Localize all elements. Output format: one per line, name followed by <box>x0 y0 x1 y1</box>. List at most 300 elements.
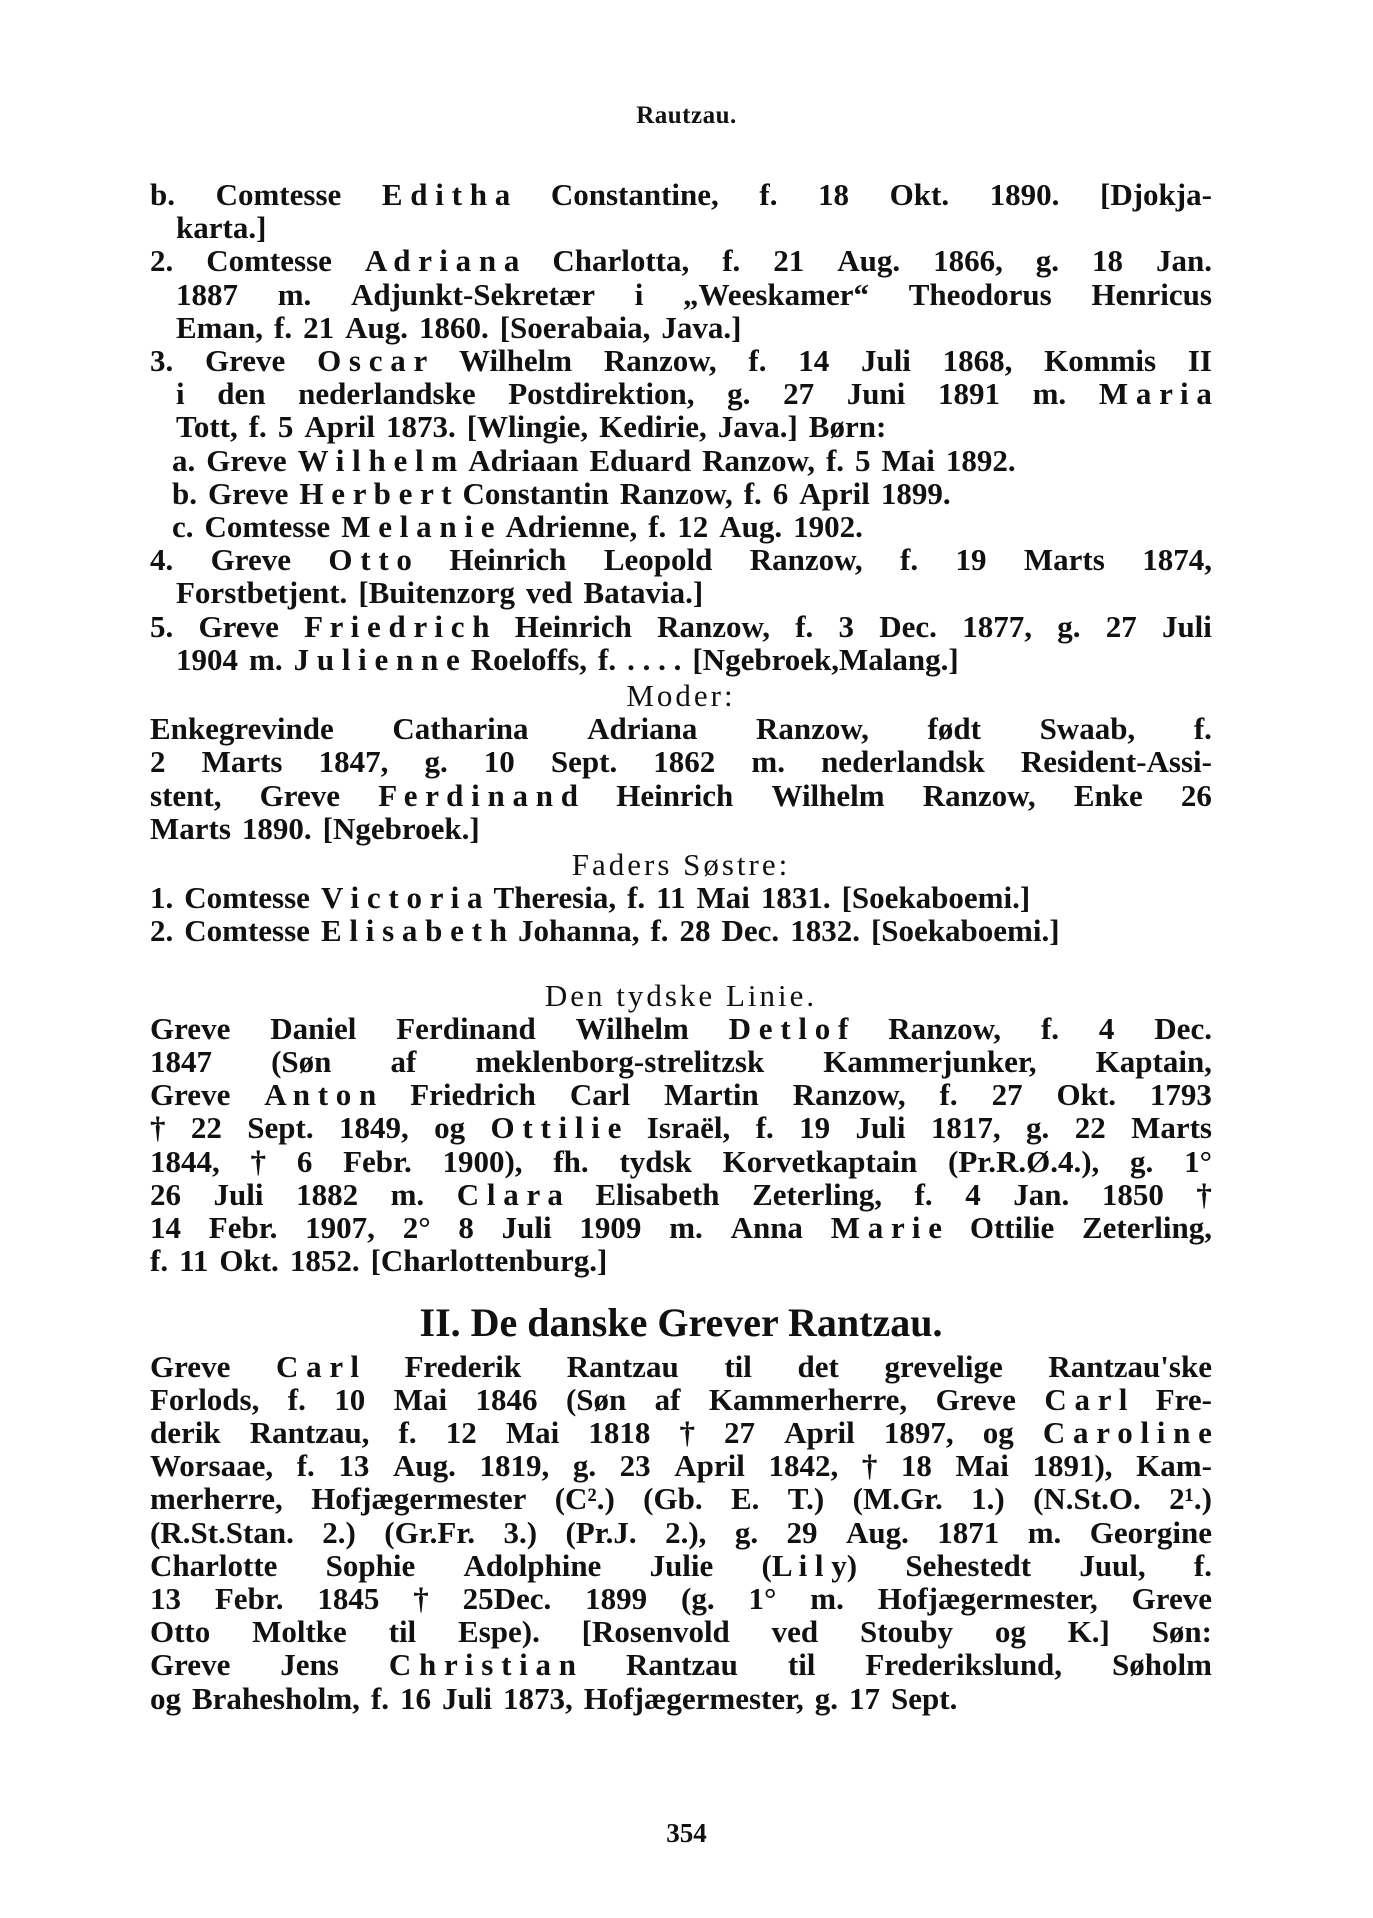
word: f. <box>627 880 646 916</box>
text-line <box>150 1211 1212 1244</box>
word: Greve <box>259 777 340 813</box>
word: den <box>217 376 266 412</box>
text-line <box>150 1449 1212 1482</box>
text-line <box>150 1582 1212 1615</box>
word: Greve <box>935 1381 1016 1417</box>
word: 5. <box>150 608 174 644</box>
word: Ranzow, <box>702 442 815 478</box>
text-line <box>150 881 1212 914</box>
word: 27 <box>1105 608 1137 644</box>
word: † <box>679 1414 695 1450</box>
word: f. <box>1040 1010 1060 1046</box>
word: 2.), <box>665 1514 707 1550</box>
word: 1860. <box>418 309 489 345</box>
word: 1890. <box>241 810 312 846</box>
word: Adrienne, <box>505 509 638 545</box>
word: g. <box>1035 243 1060 279</box>
word: 2 <box>150 744 166 780</box>
word: Mai <box>393 1381 448 1417</box>
word: April <box>674 1448 745 1484</box>
word: 1902. <box>793 509 863 545</box>
word: 1904 <box>176 641 238 677</box>
word: Roeloffs, <box>470 641 588 677</box>
word: Greve <box>204 343 286 379</box>
word: Sept. <box>247 1110 314 1146</box>
word: (L i l y) <box>761 1547 858 1583</box>
word: m. <box>669 1210 703 1246</box>
word: 11 <box>656 880 686 916</box>
word: Batavia.] <box>583 575 704 611</box>
word: D e t l o f <box>728 1010 849 1046</box>
word: 1897, <box>883 1414 954 1450</box>
word: A d r i a n a <box>364 243 520 279</box>
text-line <box>150 576 1212 609</box>
word: 1.) <box>971 1481 1005 1517</box>
text-line <box>150 211 1212 244</box>
word: 1862 <box>653 744 716 780</box>
word: Sehestedt <box>905 1547 1032 1583</box>
word: Friedrich <box>410 1077 536 1113</box>
word: (C².) <box>554 1481 615 1517</box>
word: Aug. <box>392 1448 456 1484</box>
text-line <box>150 643 1212 676</box>
word: f. <box>1193 1547 1212 1583</box>
word: 3 <box>838 608 855 644</box>
word: 1. <box>150 880 174 916</box>
word: Worsaae, <box>150 1448 274 1484</box>
word: J u l i e n n e <box>293 641 460 677</box>
word: Greve <box>150 1348 231 1384</box>
word: Catharina <box>392 711 529 747</box>
word: A n t o n <box>264 1077 377 1113</box>
word: [Buitenzorg <box>358 575 516 611</box>
word: m. <box>390 1176 425 1212</box>
word: Forlods, <box>150 1381 260 1417</box>
text-line <box>150 1078 1212 1111</box>
word: Ferdinand <box>396 1010 536 1046</box>
word: Okt. <box>1056 1077 1116 1113</box>
word: Comtesse <box>215 177 342 212</box>
word: [Soekaboemi.] <box>870 913 1060 949</box>
entry-4-otto <box>150 543 1212 609</box>
word: g. <box>1026 1110 1050 1146</box>
word: meklenborg-strelitzsk <box>475 1044 765 1080</box>
word: C h r i s t i a n <box>388 1647 577 1683</box>
word: Jan. <box>1155 243 1212 279</box>
word: E l i s a b e t h <box>320 913 507 949</box>
word: Aug. <box>719 509 783 545</box>
word: m. <box>810 1580 844 1616</box>
word: O t t o <box>328 542 412 578</box>
word: Aug. <box>837 243 901 279</box>
subsection-heading: Den tydske Linie. <box>544 977 818 1013</box>
word: Heinrich <box>616 777 734 813</box>
word: Juli <box>213 1176 264 1212</box>
word: Febr. <box>214 1580 284 1616</box>
word: Dec. <box>879 608 937 644</box>
word: Leopold <box>603 542 713 578</box>
word: 29 <box>786 1514 818 1550</box>
word: 1844, <box>150 1143 220 1179</box>
word: Kammerjunker, <box>823 1044 1037 1080</box>
word: Børn: <box>808 409 887 445</box>
text-line <box>150 244 1212 277</box>
word: Enke <box>1073 777 1143 813</box>
word: 19 <box>955 542 987 578</box>
text-line <box>150 914 1212 947</box>
word: M a r i e <box>830 1210 943 1246</box>
word: 21 <box>773 243 805 279</box>
word: 2.) <box>322 1514 356 1550</box>
word: Ranzow, <box>792 1077 906 1113</box>
word: Mai <box>696 880 750 916</box>
word: født <box>927 711 981 747</box>
word: (Pr.R.Ø.4.), <box>948 1143 1100 1179</box>
word: Brahesholm, <box>192 1680 360 1716</box>
word: Heinrich <box>514 608 632 644</box>
word: 1868, <box>942 343 1013 379</box>
word: Rantzau <box>625 1647 738 1683</box>
word: 1850 <box>1101 1176 1164 1212</box>
word: Korvetkaptain <box>722 1143 918 1179</box>
word: Daniel <box>270 1010 357 1046</box>
word: Georgine <box>1089 1514 1212 1550</box>
word: Fre- <box>1155 1381 1212 1417</box>
text-line <box>150 1045 1212 1078</box>
subsection-heading: Faders Søstre: <box>571 847 791 883</box>
word: Henricus <box>1091 276 1212 312</box>
word: E d i t h a <box>381 177 511 212</box>
word: Ranzow, <box>749 542 863 578</box>
word: O t t i l i e <box>490 1110 622 1146</box>
word: 27 <box>783 376 815 412</box>
word: Forstbetjent. <box>176 575 348 611</box>
word: Eduard <box>589 442 692 478</box>
word: † <box>150 1110 166 1146</box>
word: Ranzow, <box>888 1010 1002 1046</box>
word: 22 <box>190 1110 222 1146</box>
word: g. <box>1130 1143 1154 1179</box>
word: Aug. <box>345 309 408 345</box>
word: Charlotta, <box>552 243 690 279</box>
word: Okt. <box>889 177 950 212</box>
word: 18 <box>900 1448 932 1484</box>
word: Juni <box>846 376 906 412</box>
word: 1° <box>1184 1143 1212 1179</box>
word: g. <box>727 376 751 412</box>
word: Søholm <box>1112 1647 1212 1683</box>
word: 1847, <box>318 744 389 780</box>
word: Israël, <box>646 1110 731 1146</box>
word: C a r l <box>275 1348 359 1384</box>
word: 18 <box>1092 243 1124 279</box>
text-line <box>150 1648 1212 1681</box>
text-line <box>150 410 1212 443</box>
word: Adriana <box>587 711 698 747</box>
word: 23 <box>619 1448 651 1484</box>
word: i <box>634 276 644 312</box>
word: Juli <box>855 1110 906 1146</box>
word: 19 <box>799 1110 831 1146</box>
word: Martin <box>664 1077 759 1113</box>
word: f. <box>1193 711 1212 747</box>
word: 6 <box>772 475 789 511</box>
word: g. <box>1057 608 1081 644</box>
section-gap <box>150 948 1212 976</box>
word: (Søn <box>565 1381 627 1417</box>
word: Juli <box>501 1210 552 1246</box>
word: b. <box>150 177 175 212</box>
word: til <box>388 1614 417 1650</box>
text-line <box>150 1350 1212 1383</box>
word: 1892. <box>945 442 1016 478</box>
word: (g. <box>681 1580 715 1616</box>
word: 1817, <box>930 1110 1001 1146</box>
word: Adjunkt-Sekretær <box>350 276 595 312</box>
word: 12 <box>677 509 709 545</box>
word: Johanna, <box>517 913 640 949</box>
word: f. <box>825 442 845 478</box>
text-line <box>150 1012 1212 1045</box>
word: V i c t o r i a <box>320 880 483 916</box>
word: Mai <box>881 442 935 478</box>
word: Kam- <box>1136 1448 1212 1484</box>
word: Juli <box>442 1680 492 1716</box>
word: [Ngebroek,Malang.] <box>692 641 959 677</box>
word: Marts <box>1131 1110 1212 1146</box>
word: Elisabeth <box>595 1176 720 1212</box>
entry-3b <box>150 477 1212 510</box>
word: 22 <box>1074 1110 1106 1146</box>
word: 13 <box>150 1580 181 1616</box>
word: C a r o l i n e <box>1042 1414 1212 1450</box>
word: Java.] <box>661 309 742 345</box>
word: af <box>390 1044 417 1080</box>
word: Mai <box>505 1414 560 1450</box>
word: f. <box>759 177 778 212</box>
word: 12 <box>445 1414 477 1450</box>
word: Sept. <box>891 1680 958 1716</box>
word: H e r b e r t <box>299 475 452 511</box>
word: [Ngebroek.] <box>322 810 480 846</box>
text-line <box>150 543 1212 576</box>
word: Mai <box>955 1448 1009 1484</box>
word: Ranzow, <box>922 777 1036 813</box>
word: f. <box>914 1176 933 1212</box>
word: Eman, <box>176 309 263 345</box>
word: f. <box>795 608 814 644</box>
text-line <box>150 812 1212 845</box>
word: Carl <box>569 1077 631 1113</box>
word: † <box>413 1580 429 1616</box>
word: f. <box>398 1414 417 1450</box>
word: f. <box>939 1077 958 1113</box>
word: Adolphine <box>463 1547 602 1583</box>
word: 2. <box>150 913 174 949</box>
word: Stouby <box>859 1614 954 1650</box>
word: 10 <box>334 1381 366 1417</box>
word: O s c a r <box>317 343 428 379</box>
word: f. <box>650 913 669 949</box>
word: Rantzau <box>566 1348 679 1384</box>
text-line <box>150 510 1212 543</box>
text-line <box>150 444 1212 477</box>
word: m. <box>277 276 312 312</box>
word: II <box>1187 343 1212 379</box>
word: 1847 <box>150 1044 212 1080</box>
word: Marts <box>150 810 231 846</box>
word: g. <box>572 1448 597 1484</box>
word: Rantzau'ske <box>1048 1348 1212 1384</box>
word: C a r l <box>1044 1381 1128 1417</box>
word: Aug. <box>845 1514 909 1550</box>
word: nederlandsk <box>821 744 985 780</box>
word: f. <box>598 641 617 677</box>
word: til <box>724 1348 752 1384</box>
running-head: Rautzau. <box>636 102 737 129</box>
word: 28 <box>679 913 711 949</box>
word: Zeterling, <box>752 1176 883 1212</box>
word: 18 <box>818 177 850 212</box>
word: Ranzow, <box>756 711 869 747</box>
word: og <box>982 1414 1014 1450</box>
word: 10 <box>483 744 515 780</box>
word: b. <box>172 475 197 511</box>
word: f. <box>755 1110 774 1146</box>
word: Enkegrevinde <box>150 711 334 747</box>
word: [Soekaboemi.] <box>841 880 1031 916</box>
word: 21 <box>303 309 335 345</box>
word: ved <box>771 1614 819 1650</box>
word: † <box>861 1448 878 1484</box>
word: Comtesse <box>206 243 332 279</box>
word: 1819, <box>479 1448 550 1484</box>
word: Greve <box>150 1077 231 1113</box>
entry-3a <box>150 444 1212 477</box>
word: [Charlottenburg.] <box>370 1243 608 1279</box>
word: Comtesse <box>184 913 310 949</box>
word: 3.) <box>503 1514 538 1550</box>
word: Hofjægermester, <box>877 1580 1098 1616</box>
entry-moder <box>150 712 1212 845</box>
word: Zeterling, <box>1081 1210 1212 1246</box>
text-line <box>150 779 1212 812</box>
text-line <box>150 610 1212 643</box>
word: 16 <box>400 1680 432 1716</box>
word: nederlandske <box>298 376 476 412</box>
entry-fs-2 <box>150 914 1212 947</box>
word: Ottilie <box>969 1210 1055 1246</box>
word: f. <box>296 1448 315 1484</box>
word: 14 <box>798 343 830 379</box>
word: Sept. <box>550 744 618 780</box>
word: 1831. <box>760 880 831 916</box>
word: og <box>150 1680 181 1716</box>
word: April <box>304 409 375 445</box>
word: 1882 <box>296 1176 359 1212</box>
text-line <box>150 1516 1212 1549</box>
word: „Weeskamer“ <box>683 276 869 312</box>
text-line <box>150 1383 1212 1416</box>
text-line <box>150 1145 1212 1178</box>
word: f. <box>274 309 293 345</box>
word: grevelige <box>884 1348 1003 1384</box>
word: 26 <box>1180 777 1212 813</box>
word: 1899 <box>585 1580 648 1616</box>
word: Greve <box>206 442 287 478</box>
word: Frederikslund, <box>865 1647 1063 1683</box>
word: i <box>176 376 185 412</box>
word: Kommis <box>1044 343 1157 379</box>
entry-danske <box>150 1350 1212 1715</box>
entry-5-friedrich <box>150 610 1212 676</box>
word: Hofjægermester, <box>583 1680 804 1716</box>
word: Constantine, <box>550 177 719 212</box>
word: Theresia, <box>493 880 617 916</box>
text-line <box>150 477 1212 510</box>
word: af <box>654 1381 681 1417</box>
word: [Rosenvold <box>581 1614 730 1650</box>
word: April <box>784 1414 855 1450</box>
word: 11 <box>179 1243 209 1279</box>
word: Theodorus <box>908 276 1052 312</box>
word: Kaptain, <box>1095 1044 1212 1080</box>
text-line <box>150 745 1212 778</box>
word: Hofjægermester <box>311 1481 527 1517</box>
word: Dec. <box>1154 1010 1212 1046</box>
word: 1873. <box>385 409 456 445</box>
text-body <box>150 178 1212 1715</box>
word: 1842, <box>768 1448 839 1484</box>
word: fh. <box>553 1143 589 1179</box>
word: (Gr.Fr. <box>384 1514 475 1550</box>
word: f. <box>900 542 919 578</box>
subsection-heading: Moder: <box>626 678 736 714</box>
word: og <box>994 1614 1026 1650</box>
word: (Gb. <box>643 1481 703 1517</box>
word: c. <box>172 509 194 545</box>
word: † <box>1196 1176 1212 1212</box>
word: 1866, <box>933 243 1003 279</box>
word: a. <box>172 442 196 478</box>
word: og <box>434 1110 466 1146</box>
word: Greve <box>210 542 291 578</box>
word: 8 <box>458 1210 474 1246</box>
text-line <box>150 712 1212 745</box>
text-line <box>150 278 1212 311</box>
word: Greve <box>150 1010 231 1046</box>
word: . . . . <box>627 641 682 677</box>
text-line <box>150 1111 1212 1144</box>
word: f. <box>150 1243 169 1279</box>
text-line <box>150 311 1212 344</box>
word: Wilhelm <box>459 343 573 379</box>
word: [Soerabaia, <box>499 309 651 345</box>
word: T.) <box>787 1481 825 1517</box>
section-title: II. De danske Grever Rantzau. <box>419 1299 943 1345</box>
text-line <box>150 1615 1212 1648</box>
word: Otto <box>150 1614 211 1650</box>
word: Adriaan <box>468 442 579 478</box>
word: 17 <box>849 1680 881 1716</box>
word: Wilhelm <box>771 777 885 813</box>
word: g. <box>734 1514 759 1550</box>
word: † <box>250 1143 267 1179</box>
word: 1891 <box>937 376 1000 412</box>
word: [Wlingie, <box>466 409 589 445</box>
word: Charlotte <box>150 1547 278 1583</box>
word: Frederik <box>404 1348 522 1384</box>
